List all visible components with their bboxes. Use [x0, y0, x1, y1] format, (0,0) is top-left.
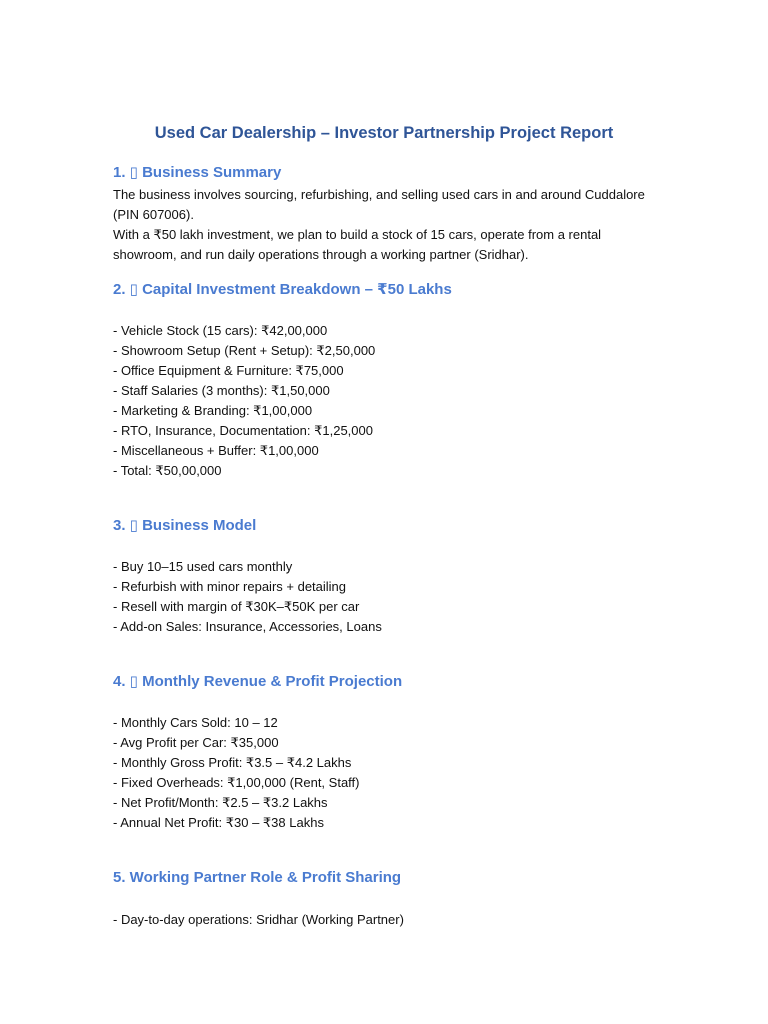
list-item: - Monthly Gross Profit: ₹3.5 – ₹4.2 Lakhs [113, 755, 352, 770]
business-summary-paragraph-2: With a ₹50 lakh investment, we plan to build a stock of 15 cars, operate from a rental showroom, and run daily operations through a working partner (Sridhar). [113, 227, 602, 262]
revenue-projection-list [113, 713, 360, 833]
list-item: - Refurbish with minor repairs + detailing [113, 579, 347, 594]
working-partner-list [113, 910, 404, 930]
capital-investment-list [113, 321, 375, 481]
section-heading-revenue-projection: 4. ▯ Monthly Revenue & Profit Projection [113, 673, 403, 690]
list-item: - Miscellaneous + Buffer: ₹1,00,000 [113, 443, 319, 458]
business-summary-paragraph-1: The business involves sourcing, refurbishing, and selling used cars in and around Cuddalore (PIN 607006). [113, 187, 645, 222]
section-heading-working-partner: 5. Working Partner Role & Profit Sharing [113, 869, 402, 886]
list-item: - Marketing & Branding: ₹1,00,000 [113, 403, 313, 418]
section-heading-capital-investment: 2. ▯ Capital Investment Breakdown – ₹50 Lakhs [113, 281, 452, 298]
list-item: - Day-to-day operations: Sridhar (Working Partner) [113, 912, 404, 927]
document-title: Used Car Dealership – Investor Partnership Project Report [154, 124, 614, 142]
section-heading-business-summary: 1. ▯ Business Summary [113, 164, 282, 181]
business-model-list [113, 557, 382, 637]
list-item: - RTO, Insurance, Documentation: ₹1,25,000 [113, 423, 373, 438]
list-item: - Showroom Setup (Rent + Setup): ₹2,50,000 [113, 343, 376, 358]
list-item: - Resell with margin of ₹30K–₹50K per car [113, 599, 360, 614]
list-item: - Fixed Overheads: ₹1,00,000 (Rent, Staff) [113, 775, 360, 790]
list-item: - Net Profit/Month: ₹2.5 – ₹3.2 Lakhs [113, 795, 328, 810]
list-item: - Monthly Cars Sold: 10 – 12 [113, 715, 278, 730]
list-item: - Total: ₹50,00,000 [113, 463, 222, 478]
list-item: - Staff Salaries (3 months): ₹1,50,000 [113, 383, 330, 398]
list-item: - Office Equipment & Furniture: ₹75,000 [113, 363, 344, 378]
list-item: - Annual Net Profit: ₹30 – ₹38 Lakhs [113, 815, 324, 830]
section-heading-business-model: 3. ▯ Business Model [113, 517, 257, 534]
list-item: - Buy 10–15 used cars monthly [113, 559, 293, 574]
list-item: - Vehicle Stock (15 cars): ₹42,00,000 [113, 323, 328, 338]
list-item: - Add-on Sales: Insurance, Accessories, Loans [113, 619, 382, 634]
list-item: - Avg Profit per Car: ₹35,000 [113, 735, 279, 750]
